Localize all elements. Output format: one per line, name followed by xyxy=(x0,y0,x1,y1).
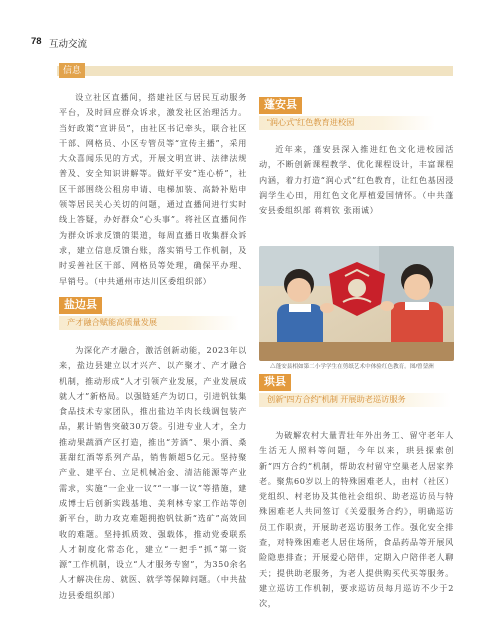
page-number: 78 xyxy=(31,36,42,47)
region-yanbian: 盐边县 xyxy=(59,297,102,314)
community-paragraph: 设立社区直播间，搭建社区与居民互动服务平台，及时回应群众诉求，激发社区治理活力。当好政策“宣讲员”，由社区书记牵头，联合社区干部、网格员、小区专管员等“宣传主播”，采用大众喜闻乐见的方式，开展文明宣讲、法律法规普及、安全知识讲解等。做好平安“连心桥”，社区干部围绕公租房申请、电梯加装、高龄补贴申领等居民关心关切的问题，通过直播间进行实时线上答疑，办好群众“心头事”。将社区直播间作为群众诉求反馈的渠道，每周直播日收集群众诉求，建立信息反馈台账，落实销号工作机制，及时妥善社区干部、网格员等处理，确保平办理、早销号。（中共通州市达川区委组织部） xyxy=(59,92,247,286)
region-gongxian: 珙县 xyxy=(259,374,291,391)
section-title: 互动交流 xyxy=(49,39,88,50)
subtitle-yanbian: 产才融合赋能高质量发展 xyxy=(59,316,239,330)
students-paper-cutting-photo xyxy=(259,246,454,361)
pengan-paragraph: 近年来，蓬安县深入推进红色文化进校园活动，不断创新课程教学、优化课程设计，丰富课程内涵，着力打造“润心式”红色教育，让红色基因浸润学生心田，用红色文化厚植爱国情怀。（中共蓬安县委组织部 蒋莉钦 张雨诚） xyxy=(259,144,454,216)
info-label: 信息 xyxy=(59,63,85,78)
subtitle-pengan: “润心式”红色教育进校园 xyxy=(259,116,435,130)
yanbian-paragraph: 为深化产才融合，激活创新动能，2023年以来，盐边县建立以才兴产、以产聚才、产才融合机制，推动形成“人才引领产业发展，产业发展成就人才”新格局。以强链延产为切口，引进钒钛集食品技术专家团队，推出盐边羊肉长线调包装产品，累计销售突破30万袋。引进专业人才，全力推动果蔬酒产区打造，推出“芳酒”、果小酒、桑葚甜红酒等系列产品，销售额超5亿元。坚持聚产业、建平台、立足机械冶金、清洁能源等产业需求，实施“一企业一议”“一事一议”等措施，建成博士后创新实践基地、美利林专家工作站等创新平台，助力攻克难题拥抱钒钛新“选矿”高效回收的难题。坚持抓质效、强载体，推动党委联系人才制度化常态化，建立“一把手”抓“第一资源”工作机制，设立“人才服务专窗”，为350余名人才解决住房、就医、就学等保障问题。（中共盐边县委组织部） xyxy=(59,345,247,600)
subtitle-gongxian: 创新“四方合约”机制 开展助老巡访服务 xyxy=(259,393,451,407)
gongxian-paragraph: 为破解农村大量青壮年外出务工、留守老年人生活无人照料等问题，今年以来，珙县探索创新“四方合约”机制，帮助农村留守空巢老人居家养老。聚焦60岁以上的特殊困难老人，由村（社区）党组织、村老协及其他社会组织、助老巡访员与特殊困难老人共同签订《关爱服务合约》，明确巡访员工作职责，开展助老巡访服务工作。强化安全排查，对特殊困难老人居住场所，食品药品等开展风险隐患排查；开展爱心陪伴，定期入户陪伴老人聊天；提供助老服务，为老人提供购买代买等服务。建立巡访工作机制，要求巡访员每月巡访不少于2次， xyxy=(259,430,454,609)
photo-caption: △蓬安县相如第二小学学生在剪纸艺术中体验红色教育。图/曾蓥洲 xyxy=(270,364,434,370)
region-pengan: 蓬安县 xyxy=(259,97,302,114)
info-band xyxy=(57,66,453,76)
